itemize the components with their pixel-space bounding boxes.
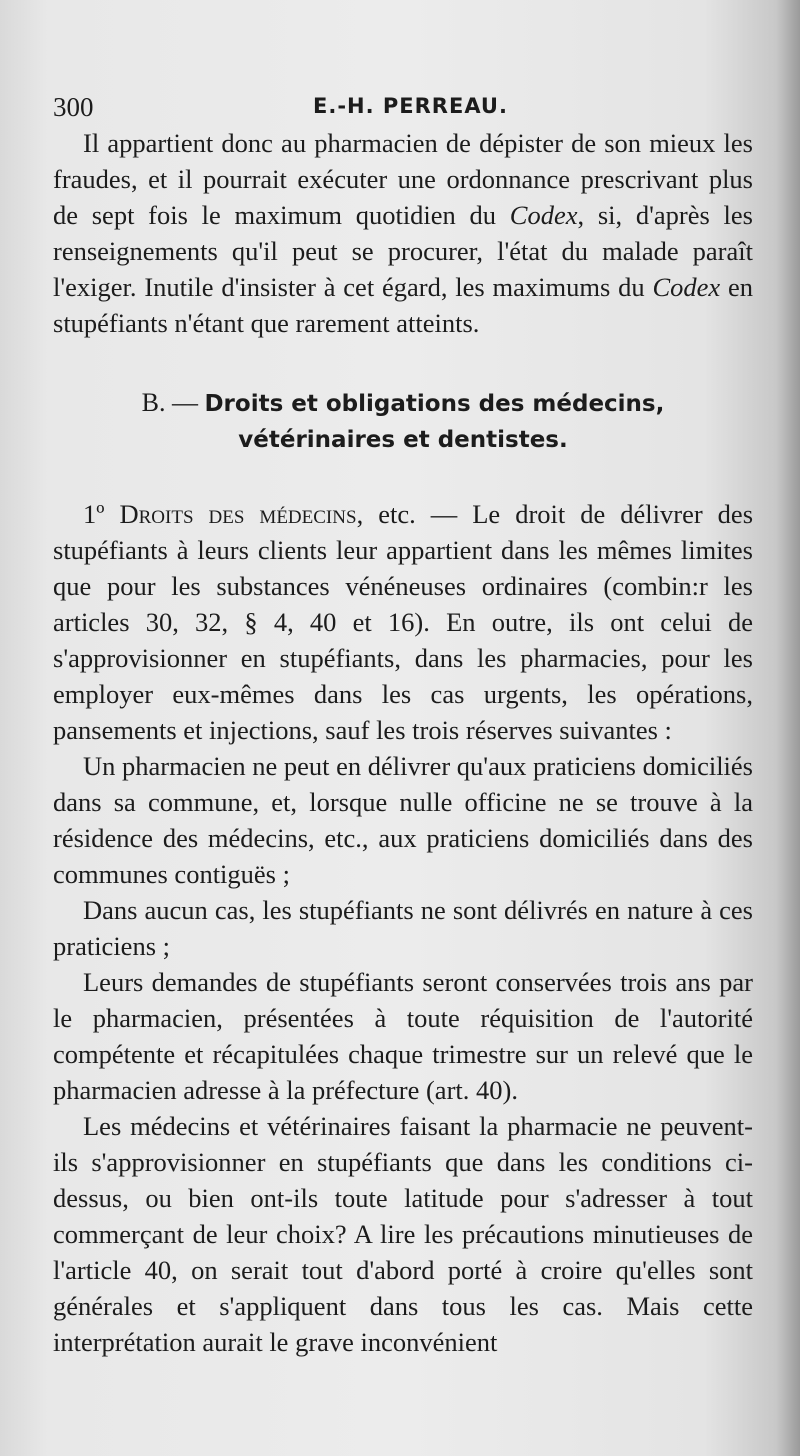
paragraph-number: 1º — [83, 499, 120, 529]
page-number: 300 — [53, 92, 94, 122]
running-head: E.-H. PERREAU. — [313, 94, 508, 118]
section-heading-line-1 — [53, 385, 753, 422]
paragraph-rights-of-doctors — [53, 496, 753, 748]
paragraph-reserve-2: Dans aucun cas, les stupéfiants ne sont délivrés en nature à ces praticiens ; — [53, 895, 753, 961]
codex-italic: Codex — [652, 272, 721, 302]
text-run: en stupéfiants n'étant que rarement atteints. — [53, 272, 753, 338]
text-run: Il appartient donc au pharmacien de dépister de son mieux les fraudes, et il pourrait exécuter une ordonnance prescrivant plus de sept fois le maximum quotidien du — [53, 128, 753, 230]
page-header — [53, 92, 753, 126]
text-run: , etc. — Le droit de délivrer des stupéfiants à leurs clients leur appartient dans les mêmes limites que pour les substances vénéneuses ordinaires (combin:r les articles 30, 32, § 4, 40 et 16). En outre, ils ont celui de s'approvisionner en stupéfiants, dans les pharmacies, pour les employer eux-mêmes dans les cas urgents, les opérations, pansements et injections, sauf les trois réserves suivantes : — [53, 499, 754, 745]
paragraph-reserve-3: Leurs demandes de stupéfiants seront conservées trois ans par le pharmacien, présentées à toute réquisition de l'autorité compétente et récapitulées chaque trimestre sur un relevé que le pharmacien adresse à la préfecture (art. 40). — [53, 967, 753, 1105]
section-title-line-2: vétérinaires et dentistes. — [238, 427, 568, 453]
paragraph-reserve-1: Un pharmacien ne peut en délivrer qu'aux praticiens domiciliés dans sa commune, et, lorsque nulle officine ne se trouve à la résidence des médecins, etc., aux praticiens domiciliés dans des communes contiguës ; — [53, 751, 753, 889]
section-title-line-1: Droits et obligations des médecins, — [204, 391, 665, 417]
codex-italic: Codex — [509, 200, 578, 230]
text-run: , si, d'après les renseignements qu'il peut se procurer, l'état du malade paraît l'exiger. Inutile d'insister à cet égard, les maximums du — [53, 200, 753, 302]
section-dash: — — [165, 388, 205, 417]
smallcaps-subheading: Droits des médecins — [119, 499, 357, 529]
body-text — [53, 125, 753, 1360]
section-label: B. — [141, 388, 166, 417]
paragraph-question: Les médecins et vétérinaires faisant la pharmacie ne peuvent-ils s'approvisionner en stupéfiants que dans les conditions ci-dessus, ou bien ont-ils toute latitude pour s'adresser à tout commerçant de leur choix? A lire les précautions minutieuses de l'article 40, on serait tout d'abord porté à croire qu'elles sont générales et s'appliquent dans tous les cas. Mais cette interprétation aurait le grave inconvénient — [53, 1111, 753, 1357]
section-heading — [53, 385, 753, 458]
paragraph-fraud-detection — [53, 125, 753, 341]
